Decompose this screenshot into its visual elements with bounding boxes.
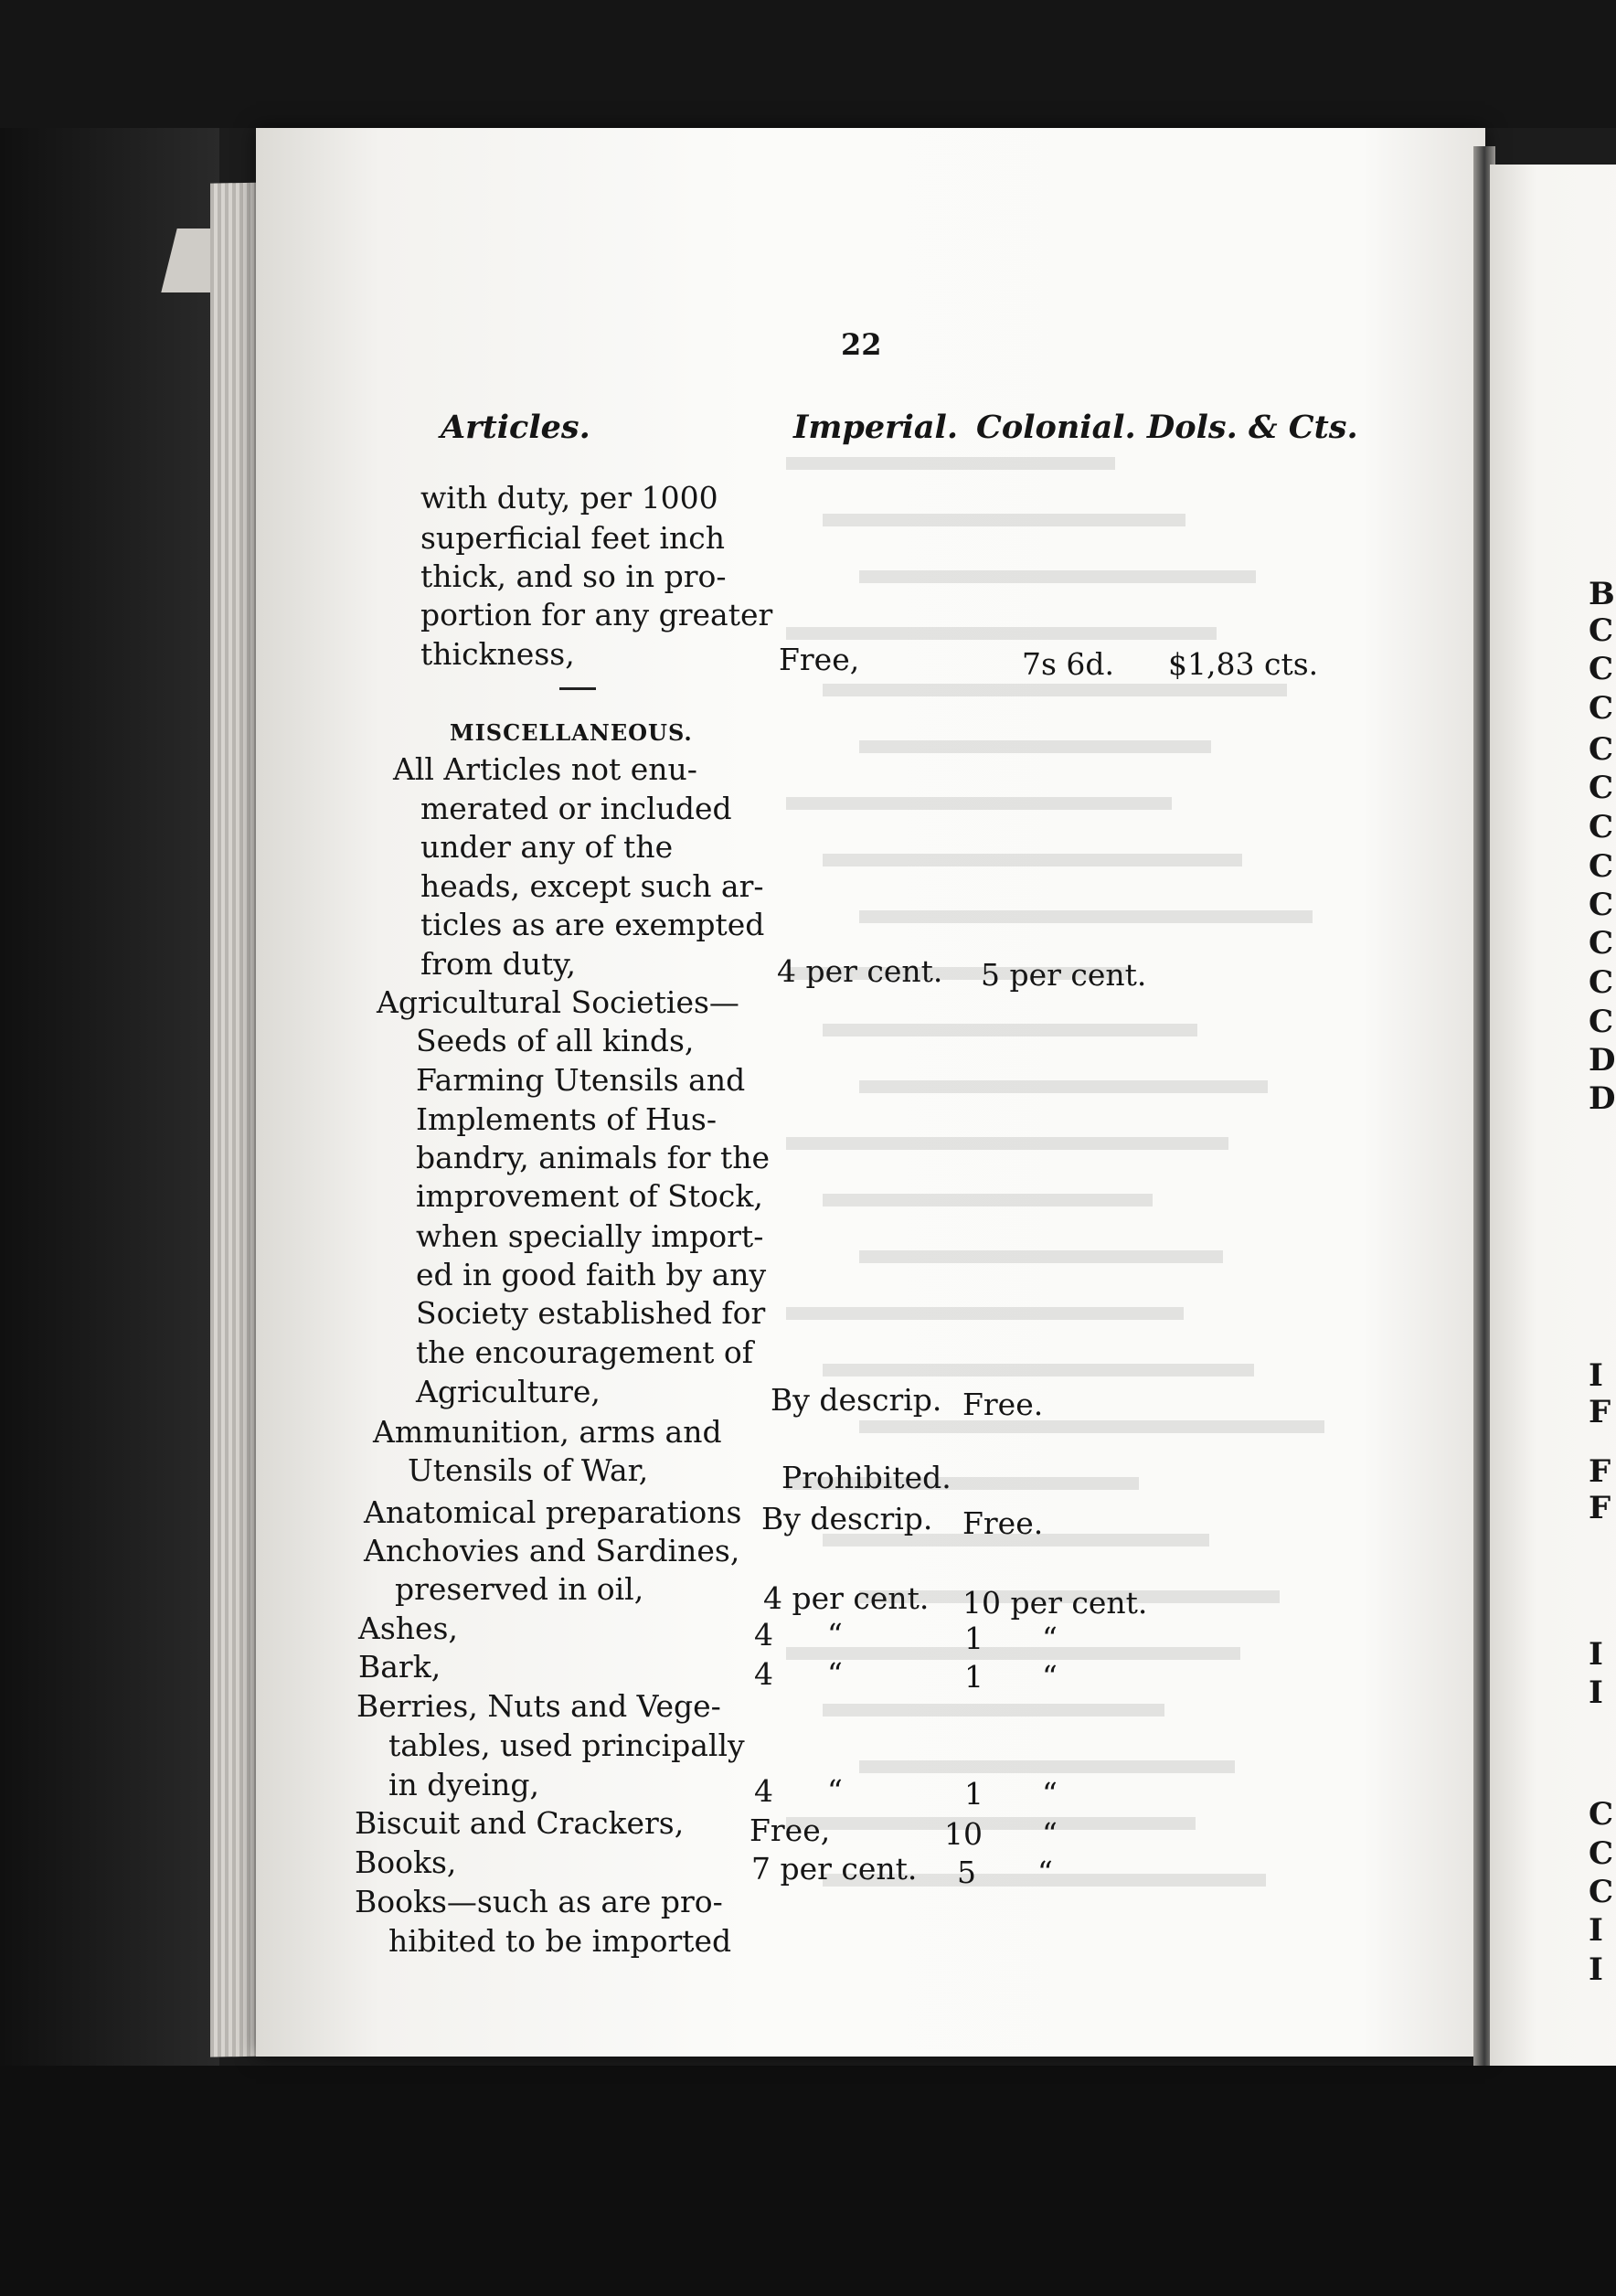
text-line: MISCELLANEOUS. xyxy=(450,719,693,746)
bleed-through-mark xyxy=(823,1024,1197,1036)
text-line: portion for any greater xyxy=(420,597,773,632)
text-line: 10 xyxy=(944,1816,983,1852)
background-bottom xyxy=(0,2066,1616,2296)
bleed-through-mark xyxy=(859,570,1256,583)
text-line: Books, xyxy=(355,1844,457,1880)
bleed-through-mark xyxy=(823,1704,1164,1717)
text-line: 7s 6d. xyxy=(1022,646,1115,682)
right-page-letter: C xyxy=(1589,1004,1614,1040)
text-line: By descrip. xyxy=(771,1382,942,1418)
text-line: hibited to be imported xyxy=(388,1923,732,1959)
bleed-through-mark xyxy=(823,1364,1254,1377)
background-top xyxy=(0,0,1616,128)
bleed-through-mark xyxy=(786,1137,1228,1150)
right-page-letter: B xyxy=(1589,576,1615,612)
page-number: 22 xyxy=(841,327,882,362)
right-page-letter: I xyxy=(1589,1636,1603,1673)
text-line: “ xyxy=(1037,1855,1053,1890)
right-page-letter: C xyxy=(1589,651,1614,687)
text-line: “ xyxy=(827,1617,843,1653)
text-line: Prohibited. xyxy=(781,1460,952,1495)
right-page-letter: I xyxy=(1589,1357,1603,1394)
text-line: “ xyxy=(1042,1776,1058,1812)
right-page-letter: C xyxy=(1589,612,1614,649)
text-line: “ xyxy=(1042,1659,1058,1695)
bleed-through-mark xyxy=(859,1250,1223,1263)
text-line: Ammunition, arms and xyxy=(373,1414,722,1450)
text-line: 10 per cent. xyxy=(962,1585,1148,1621)
bleed-through-mark xyxy=(859,1760,1235,1773)
right-page-letter: C xyxy=(1589,887,1614,923)
bleed-through-mark xyxy=(786,797,1172,810)
bleed-through-mark xyxy=(823,514,1185,526)
right-page-letter: I xyxy=(1589,1674,1603,1711)
text-line: 4 per cent. xyxy=(763,1580,930,1616)
bleed-through-mark xyxy=(823,1194,1153,1206)
text-line: the encouragement of xyxy=(416,1334,753,1370)
right-page-letter: C xyxy=(1589,809,1614,845)
right-page-letter: D xyxy=(1589,1080,1616,1117)
text-line: when specially import- xyxy=(416,1218,764,1254)
right-page-letter: I xyxy=(1589,1951,1603,1988)
text-line: tables, used principally xyxy=(388,1727,745,1763)
text-line: preserved in oil, xyxy=(395,1571,644,1607)
text-line: Seeds of all kinds, xyxy=(416,1023,695,1058)
header-colonial: Colonial. Dols. & Cts. xyxy=(976,409,1358,446)
bleed-through-mark xyxy=(786,1647,1240,1660)
text-line: in dyeing, xyxy=(388,1767,540,1802)
text-line: Books—such as are pro- xyxy=(355,1884,723,1919)
text-line: 7 per cent. xyxy=(751,1851,918,1887)
text-line: “ xyxy=(1042,1621,1058,1656)
right-page-letter: C xyxy=(1589,770,1614,806)
bleed-through-mark xyxy=(786,1307,1184,1320)
text-line: Implements of Hus- xyxy=(416,1101,717,1137)
right-page-letter: C xyxy=(1589,925,1614,962)
text-line: By descrip. xyxy=(761,1501,933,1536)
text-line: Agriculture, xyxy=(416,1374,601,1409)
text-line: Berries, Nuts and Vege- xyxy=(356,1688,721,1724)
text-line: 4 xyxy=(754,1773,773,1809)
text-line: Anchovies and Sardines, xyxy=(364,1533,740,1568)
text-line: ed in good faith by any xyxy=(416,1257,767,1292)
text-line: 1 xyxy=(964,1621,983,1656)
bleed-through-mark xyxy=(786,627,1217,640)
text-line: 5 per cent. xyxy=(981,957,1147,993)
text-line: bandry, animals for the xyxy=(416,1140,771,1175)
text-line: from duty, xyxy=(420,946,577,982)
right-page-letter: C xyxy=(1589,1796,1614,1833)
text-line: heads, except such ar- xyxy=(420,868,764,904)
header-imperial: Imperial. xyxy=(793,409,959,446)
text-line: improvement of Stock, xyxy=(416,1178,763,1214)
text-line: thick, and so in pro- xyxy=(420,558,727,594)
text-line: 4 per cent. xyxy=(777,953,943,989)
right-page-letter: C xyxy=(1589,1874,1614,1910)
right-page-letter: C xyxy=(1589,848,1614,885)
text-line: Free, xyxy=(779,642,860,677)
text-line: Free. xyxy=(962,1387,1044,1422)
text-line: Utensils of War, xyxy=(408,1452,649,1488)
text-line: Free, xyxy=(750,1812,831,1848)
bleed-through-mark xyxy=(859,1420,1324,1433)
text-line: All Articles not enu- xyxy=(393,751,697,787)
text-line: under any of the xyxy=(420,829,674,865)
bleed-through-mark xyxy=(859,910,1313,923)
header-articles: Articles. xyxy=(441,409,590,446)
text-line: Agricultural Societies— xyxy=(377,984,739,1020)
section-rule xyxy=(559,687,596,690)
text-line: Society established for xyxy=(416,1295,766,1331)
right-page-letter: C xyxy=(1589,731,1614,768)
text-line: “ xyxy=(827,1773,843,1809)
right-page-letter: C xyxy=(1589,964,1614,1001)
text-line: 1 xyxy=(964,1776,983,1812)
bleed-through-mark xyxy=(823,684,1287,696)
right-page-letter: C xyxy=(1589,1835,1614,1872)
text-line: $1,83 cts. xyxy=(1168,646,1319,682)
right-page-letter: F xyxy=(1589,1453,1611,1490)
bleed-through-mark xyxy=(859,740,1211,753)
text-line: ticles as are exempted xyxy=(420,907,765,942)
text-line: 4 xyxy=(754,1617,773,1653)
text-line: 1 xyxy=(964,1659,983,1695)
right-page-letter: C xyxy=(1589,690,1614,727)
text-line: with duty, per 1000 xyxy=(420,480,718,516)
text-line: 4 xyxy=(754,1656,773,1692)
text-line: Free. xyxy=(962,1505,1044,1541)
bleed-through-mark xyxy=(786,1817,1196,1830)
text-line: “ xyxy=(827,1656,843,1692)
text-line: Ashes, xyxy=(358,1610,458,1646)
right-page-letter: I xyxy=(1589,1912,1603,1949)
text-line: 5 xyxy=(957,1855,976,1890)
text-line: “ xyxy=(1042,1816,1058,1852)
bleed-through-mark xyxy=(859,1080,1268,1093)
right-page-letter: D xyxy=(1589,1042,1616,1079)
text-line: thickness, xyxy=(420,636,575,672)
right-page-letter: F xyxy=(1589,1490,1611,1526)
text-line: merated or included xyxy=(420,791,732,826)
text-line: Bark, xyxy=(358,1649,441,1685)
text-line: Anatomical preparations xyxy=(364,1494,742,1530)
text-line: Farming Utensils and xyxy=(416,1062,746,1098)
background-left xyxy=(0,128,219,2296)
bleed-through-mark xyxy=(823,854,1242,866)
bleed-through-mark xyxy=(786,457,1115,470)
text-line: Biscuit and Crackers, xyxy=(355,1805,685,1841)
right-page-letter: F xyxy=(1589,1394,1611,1430)
text-line: superficial feet inch xyxy=(420,520,725,556)
